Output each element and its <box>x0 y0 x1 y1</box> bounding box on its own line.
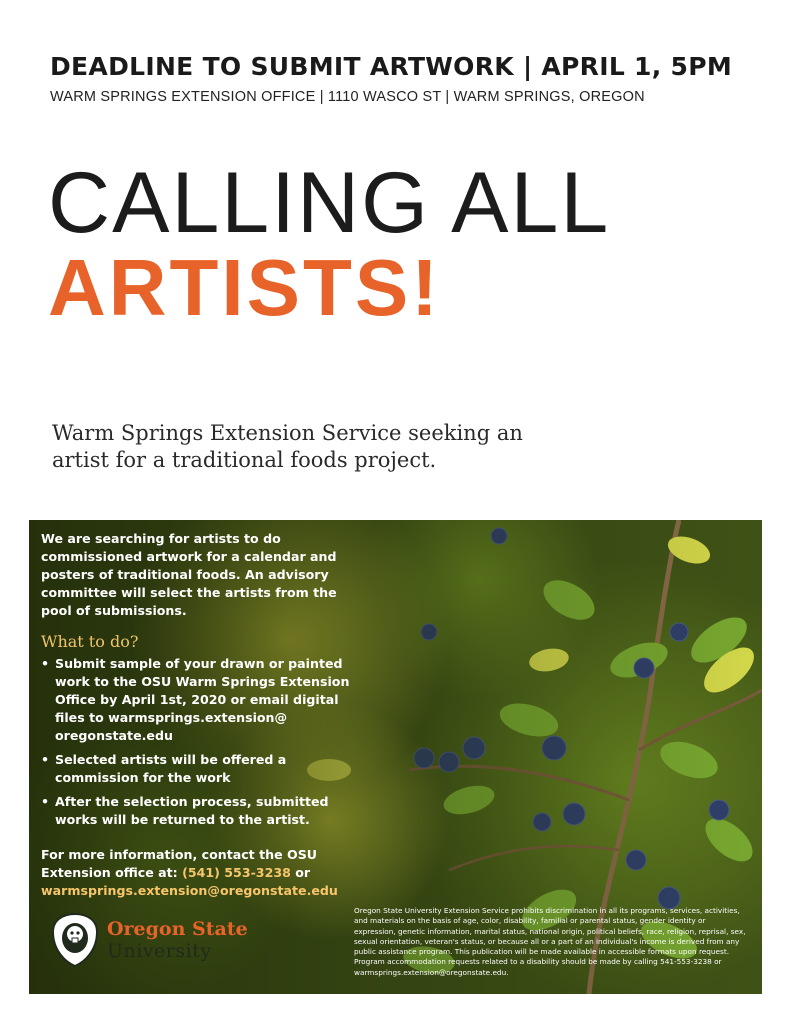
osu-logo <box>51 912 251 972</box>
logo-line1: Oregon State <box>107 918 248 940</box>
contact-info <box>41 846 371 900</box>
what-to-do-heading: What to do? <box>41 632 139 651</box>
nondiscrimination-disclaimer: Oregon State University Extension Service prohibits discrimination in all its programs, services, activities, and materials on the basis of age, color, disability, familial or parental status, gender identity or expression, genetic information, marital status, national origin, political beliefs, race, religion, reprisal, sex, sexual orientation, veteran's status, or because all or a part of an individual's income is derived from any public assistance program. This publication will be made available in accessible formats upon request. Program accommodation requests related to a disability should be made by calling 541-553-3238 or warmsprings.extension@oregonstate.edu. <box>354 906 746 977</box>
beaver-shield-icon <box>51 912 99 968</box>
office-address: WARM SPRINGS EXTENSION OFFICE | 1110 WASCO ST | WARM SPRINGS, OREGON <box>50 89 645 105</box>
headline-line1: CALLING ALL <box>48 155 611 251</box>
list-item: • After the selection process, submitted works will be returned to the artist. <box>41 793 371 829</box>
list-item: • Selected artists will be offered a commission for the work <box>41 751 371 787</box>
logo-line2: University <box>107 940 212 962</box>
contact-text: For more information, contact the OSU Extension office at: <box>41 847 318 880</box>
subheading: Warm Springs Extension Service seeking an artist for a traditional foods project. <box>52 421 523 472</box>
huckleberry-photo <box>29 520 762 994</box>
headline-line2: ARTISTS! <box>48 243 441 332</box>
contact-or: or <box>295 865 311 880</box>
contact-phone[interactable]: (541) 553-3238 <box>182 865 291 880</box>
contact-email[interactable]: warmsprings.extension@oregonstate.edu <box>41 883 338 898</box>
logo-wordmark <box>107 918 248 962</box>
deadline-heading: DEADLINE TO SUBMIT ARTWORK | APRIL 1, 5PM <box>50 52 733 81</box>
instruction-list <box>41 655 371 829</box>
intro-text: We are searching for artists to do commissioned artwork for a calendar and posters of traditional foods. An advisory committee will select the artists from the pool of submissions. <box>41 531 337 618</box>
list-item: • Submit sample of your drawn or painted work to the OSU Warm Springs Extension Office by April 1st, 2020 or email digital files to warmsprings.extension@ oregonstate.edu <box>41 655 371 745</box>
info-panel <box>41 530 371 900</box>
